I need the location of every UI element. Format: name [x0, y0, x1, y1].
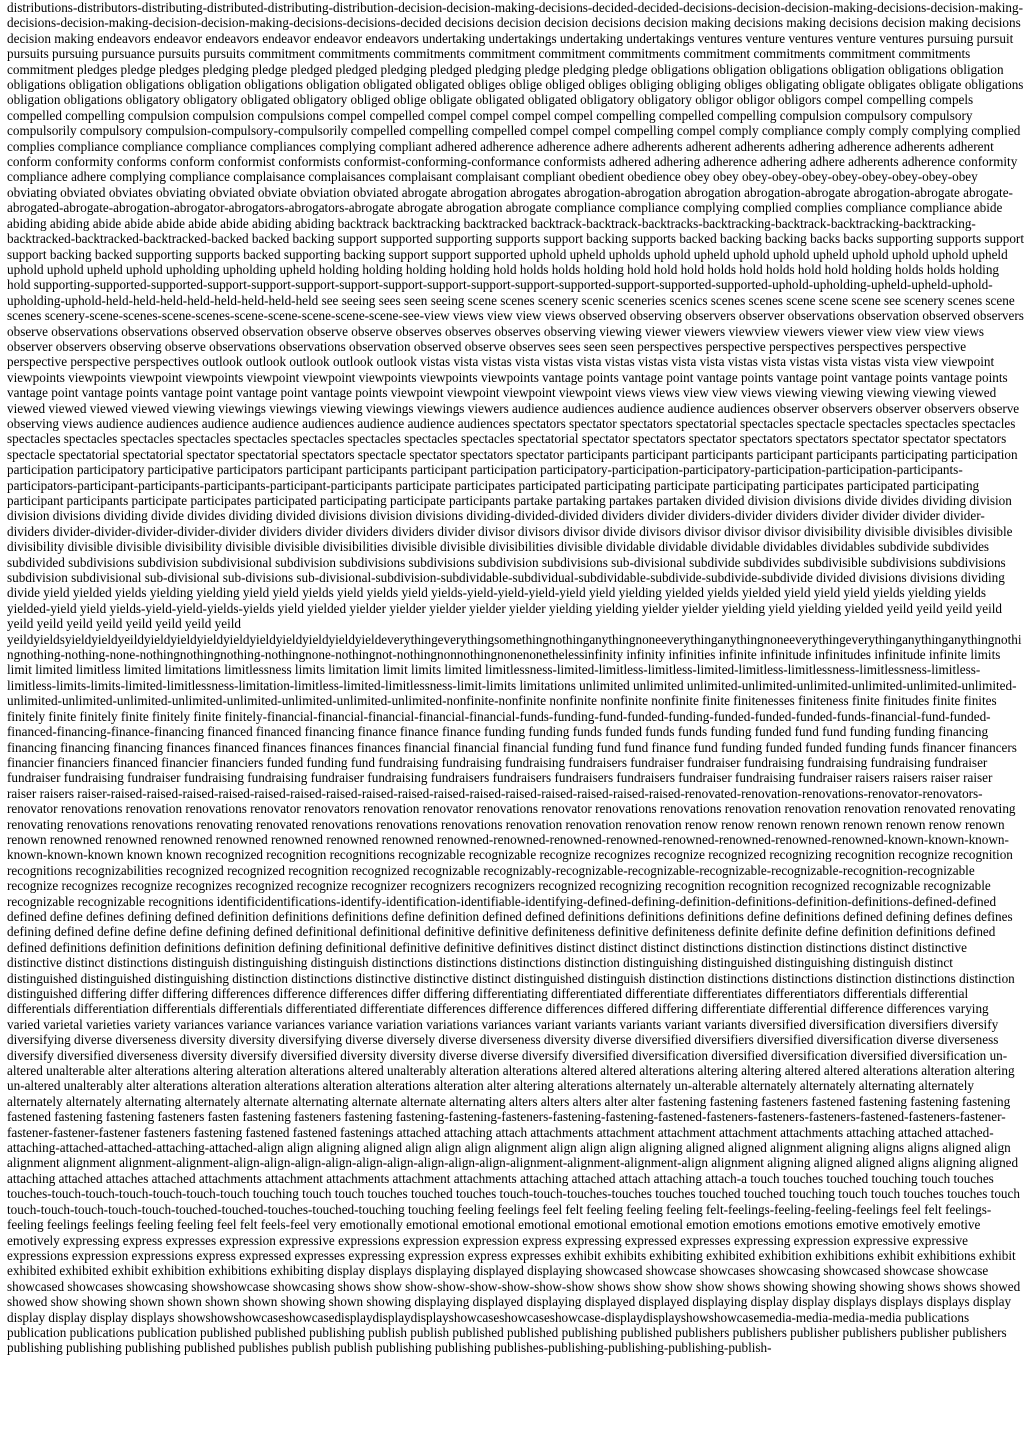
body-text: distributions-distributors-distributing-distributed-distributing-distribution-decision-decision-making-decisions-decided-decided-decisions-decision-decision-making-decisions-decision-making-decisions-decision-making-decision-decision-making-decisions-decisions-decided decisions decision decision decisions decision making decisions making decisions decision making decisions decision making endeavors endeavor endeavors endeavor endeavor endeavors undertaking undertakings undertaking undertakings ventures venture ventures venture ventures pursuing pursuit pursuits pursuing pursuance pursuits pursuits commitment commitments commitments commitment commitment commitments commitment commitments commitment commitments commitment pledges pledge pledges pledging pledge pledged pledged pledging pledged pledging pledge pledging pledge obligations obligation obligations obligation obligations obligation obligations obligation obligations obligation obligations obligation obligated obligated obliges oblige obliged obliges obliging obliging obliges obligating obligate obligates obligate obligations obligation obligations obligatory obligatory obligated obligatory obliged oblige obligate obligated obligated obligatory obligatory obligor obligor obligors compel compelling compels compelled compelling compulsion compulsion compulsions compel compelled compel compel compel compel compelling compelled compelling compulsion compulsory compulsory compulsorily compulsory compulsion-compulsory-compulsorily compelled compelling compelled compel compel compelling compel comply compliance comply comply complying complied complies compliance compliance compliance compliances complying compliant adhered adherence adherence adhere adherents adherent adherents adhering adherence adherents adherent conform conformity conforms conform conformist conformists conformist-conforming-conformance conformists adhered adhering adherence adhering adhere adherents adherence conformity compliance adhere complying compliance complaisance complaisances complaisant complaisant compliant obedient obedience obey obey obey-obey-obey-obey-obey-obey-obey-obey obviating obviated obviates obviating obviated obviate obviation obviated abrogate abrogation abrogates abrogation-abrogation abrogation abrogation-abrogate abrogation-abrogate abrogate-abrogated-abrogate-abrogation-abrogator-abrogators-abrogators-abrogate abrogate abrogation abrogate compliance compliance complying complied complies compliance compliance abide abiding abiding abide abide abide abide abide abiding abiding backtrack backtracking backtracked backtrack-backtrack-backtracks-backtracking-backtrack-backtracking-backtracking-backtracked-backtracked-backtracked-backed backed backing support supported supporting supports support backing supports backed backing backing backs backs supporting supports support support backing backed supporting supports backed supporting backing support support supported uphold upheld upholds uphold upheld uphold uphold upheld uphold uphold uphold upheld uphold uphold upheld uphold upholding upholding upheld holding holding holding holding hold holds holds holding hold hold hold holds hold holds hold hold holding holds holds holding hold supporting-supported-supported-support-support-support-support-support-support-support-support-supported-support-supported-supported-uphold-upholding-upheld-upheld-uphold-upholding-uphold-held-held-held-held-held-held-held-held see seeing sees seen seeing scene scenes scenery scenic sceneries scenics scenes scenes scene scene scene see scenery scenes scene scenes scenery-scene-scenes-scene-scenes-scene-scene-scene-scene-scene-see-view views view view views observed observing observers observer observations observation observed observers observe observations observations observed observation observe observe observes observes observes observing viewing viewer viewers viewview viewers viewer view view view views observer observers observing observe observations observations observation observed observe observes sees seen seen perspectives perspective perspectives perspectives perspective perspective perspective perspectives outlook outlook outlook outlook outlook vistas vista vistas vista vistas vista vistas vistas vista vista vistas vista vistas vista vistas vista view viewpoint viewpoints viewpoints viewpoint viewpoints viewpoint viewpoint viewpoints viewpoints viewpoints vantage points vantage point vantage points vantage point vantage points vantage points vantage point vantage points vantage point vantage point vantage points viewpoint viewpoint viewpoint viewpoint views views view view views viewing viewing viewing viewing viewed viewed viewed viewed viewed viewing viewings viewings viewing viewings viewings viewers audience audiences audience audience audiences observer observers observer observers observe observing views audience audiences audience audience audiences audience audience audiences spectators spectator spectators spectatorial spectacles spectacle spectacles spectacles spectacles spectacles spectacles spectacles spectacles spectacles spectacles spectacles spectacles spectacles spectatorial spectator spectators spectator spectators spectators spectator spectator spectators spectacle spectatorial spectatorial spectator spectatorial spectators spectacle spectator spectators spectator participants participant participants participant participants participating participation participation participatory participative participators participant participants participant participation participatory-participation-participatory-participation-participation-participants-participators-participant-participants-participants-participant-participants participate participates participated participating participate participating participates participated participating participant participants participate participates participated participating participate participants partake partaking partakes partaken divided division divisions divide divides dividing division division divisions dividing divide divides dividing divided divisions division divisions dividing-divided-divided dividers divider dividers-divider dividers divider divider divider divider-dividers divider-divider-divider-divider-divider dividers divider dividers dividers divider divisor divisors divisor divide divisors divisor divisor divisor divisibility divisible divisibles divisible divisibility divisible divisible divisibility divisible divisible divisibilities divisible divisible divisibilities divisible dividable dividable dividable dividables dividables subdivide subdivides subdivided subdivisions subdivision subdivisional subdivision subdivisions subdivisions subdivision subdivisions sub-divisional subdivide subdivides subdivisible subdivisions subdivisions subdivision subdivisional sub-divisional sub-divisions sub-divisional-subdivision-subdividable-subdividual-subdividable-subdivide-subdivide-subdivide divided divisions divisions dividing divide yield yielded yields yielding yielding yield yield yields yield yields yield yields-yield-yield-yield-yield yield yielding yielded yields yielded yield yield yield yields yielding yields yielded-yield yield yields-yield-yield-yields-yields yield yielded yielder yielder yielder yielder yielder yielding yielding yielder yielder yielding yield yielding yielded yeild yeild yeild yeild yeild yeild yeild yeild yeild yeild yeild yeild yeildyieldsyieldyieldyeildyieldyieldyieldyieldyieldyieldyieldyieldyieldeverythingeverythingsomethingnothinganythingnoneeverythinganythingnoneeverythingeverythinganythinganythingnothingnothing-nothing-none-nothingnothingnothing-nothingnone-nothingnot-nothingnonnothingnonenonethelessinfinity infinity infinities infinite infinitude infinitudes infinitude infinite limits limit limited limitless limited limitations limitlessness limits limitation limit limits limited limitlessness-limited-limitless-limitless-limited-limitless-limitlessness-limitlessness-limitless-limitless-limits-limits-limited-limitlessness-limitation-limitless-limited-limitlessness-limit-limits limitations unlimited unlimited unlimited-unlimited-unlimited-unlimited-unlimited-unlimited-unlimited-unlimited-unlimited-unlimited-unlimited-unlimited-unlimited-unlimited-nonfinite-nonfinite nonfinite nonfinite nonfinite finite finitenesses finiteness finite finitudes finite finites finitely finite finitely finite finitely finite finitely-financial-financial-financial-financial-financial-funds-funding-fund-funded-funding-funded-funded-funded-funds-financial-fund-funded-financed-financing-finance-financing financed financed financing finance finance finance funding funding funds funded funds funds funding funded fund fund funding funding financing financing financing financing finances financed finances finances finances financial financial financial funding fund fund finance fund funding funded funded funding funds financer financers financier financiers financed financier financiers funded funding fund fundraising fundraising fundraising fundraisers fundraiser fundraiser fundraising fundraising fundraising fundraiser fundraiser fundraising fundraiser fundraising fundraising fundraiser fundraising fundraisers fundraisers fundraisers fundraisers fundraiser fundraising fundraiser raisers raisers raiser raiser raiser raisers raiser-raised-raised-raised-raised-raised-raised-raised-raised-raised-raised-raised-raised-raised-raised-raised-raised-renovated-renovation-renovations-renovator-renovators-renovator renovations renovation renovations renovator renovators renovation renovator renovations renovator renovations renovations renovation renovation renovation renovated renovating renovating renovations renovations renovating renovated renovations renovations renovations renovation renovation renovation renow renow renown renown renown renown renow renown renown renowned renowned renowned renowned renowned renowned renowned renowned-renowned-renowned-renowned-renowned-renowned-renowned-renowned-known-known-known-known-known-known known known recognized recognition recognitions recognizable recognizable recognize recognizes recognize recognized recognizing recognition recognize recognition recognitions recognizabilities recognized recognized recognition recognized recognizable recognizably-recognizable-recognizable-recognizable-recognizable-recognition-recognizable recognize recognizes recognize recognizes recognized recognize recognizer recognizers recognizers recognized recognizing recognition recognition recognized recognizable recognizable recognizable recognizable recognitions identificidentifications-identify-identification-identifiable-identifying-defined-defining-definition-definitions-definition-definitions-defined-defined defined define defines defining defined definition definitions definitions define definition defined defined definitions definitions definitions define definitions defined defining defines defines defining defined define define define defining defined definitional definitional definitive definitive definiteness definitive definiteness definite definite define definition definitions defined defined definitions definition definitions definition defining definitional definitive definitive definitives distinct distinct distinct distinctions distinction distinctions distinct distinctive distinctive distinct distinctions distinguish distinguishing distinguish distinctions distinctions distinctions distinction distinguishing distinguished distinguishing distinguish distinct distinguished distinguished distinguishing distinction distinctions distinctive distinctive distinct distinguished distinguish distinction distinctions distinctions distinction distinctions distinction distinguished differing differ differing differences difference differences differ differing differentiating differentiated differentiate differentiates differentiators differentials differential differentials differentiation differentials differentials differentiated differentiate differences difference differences differed differing differentiate differential difference differences varying varied varietal varieties variety variances variance variances variance variation variations variances variant variants variants variant variants diversified diversification diversifiers diversify diversifying diverse diverseness diversity diversity diversifying diverse diversely diverse diverseness diversity diverse diversified diversifiers diversified diversification diverse diverseness diversify diversified diverseness diversity diversify diversified diversity diversity diverse diverse diversify diversified diversification diversified diversification diversified diversification un-altered unalterable alter alterations altering alteration alterations altered unalterably alteration alterations altered altered alterations altering altering altered altered alterations alteration altering un-altered unalterably alter alterations alteration alterations alteration alterations alteration alter altering alterations alternately un-alterable alternately alternately alternating alternately alternately alternately alternating alternately alternate alternating alternate alternate alternating alters alters alters alter alter fastening fastening fasteners fastened fastening fastening fastening fastened fastening fastening fasteners fasten fastening fasteners fastening fastening-fastening-fasteners-fastening-fastening-fastened-fasteners-fasteners-fasteners-fastened-fasteners-fastener-fastener-fastener-fastener fasteners fastening fastened fastened fastenings attached attaching attach attachments attachment attachment attachment attachments attaching attached attached-attaching-attached-attached-attaching-attached-align align aligning aligned align align align alignment align align align aligning aligned aligned alignment aligning aligns aligns aligned align alignment alignment alignment-alignment-align-align-align-align-align-align-align-align-align-alignment-alignment-alignment-align alignment aligning aligned aligned aligns aligning aligned attaching attached attaches attached attachments attachment attachments attachment attachments attaching attached attach attaching attach-a touch touches touched touching touch touches touches-touch-touch-touch-touch-touch-touch touching touch touch touches touched touches touch-touch-touches-touches touches touched touched touching touch touch touches touches touch touch-touch-touch-touch-touch-touched-touched-touches-touched-touching touching feeling feelings feel felt feeling feeling feeling felt-feelings-feeling-feeling-feelings feel felt feelings-feeling feelings feelings feeling feeling feel felt feels-feel very emotionally emotional emotional emotional emotional emotional emotion emotions emotions emotive emotively emotive emotively expressing express expresses expression expressive expressions expression expression express expressing expressed expresses expressing expression expressive expressive expressions expression expressions express expressed expresses expressing expression express expresses exhibit exhibits exhibiting exhibited exhibition exhibitions exhibit exhibitions exhibit exhibited exhibited exhibit exhibition exhibitions exhibiting display displays displaying displayed displaying showcased showcase showcases showcasing showcased showcase showcase showcased showcases showcasing showshowcase showcasing shows show show-show-show-show-show-show shows show show show shows showing showing showing shows shows showed showed show showing shown shown shown shown showing shown showing displaying displayed displaying displayed displayed displaying display display displays displays displays display display display display displays showshowshowcaseshowcasedisplaydisplaydisplayshowcaseshowcaseshowcase-displaydisplayshowshowcasemedia-media-media-media publications publication publications publication published published publishing publish publish published published publishing published publishers publishers publisher publishers publisher publishers publishing publishing publishing published publishes publish publish publishing publishing publishes-publishing-publishing-publishing-publish- — [7, 0, 1024, 1356]
